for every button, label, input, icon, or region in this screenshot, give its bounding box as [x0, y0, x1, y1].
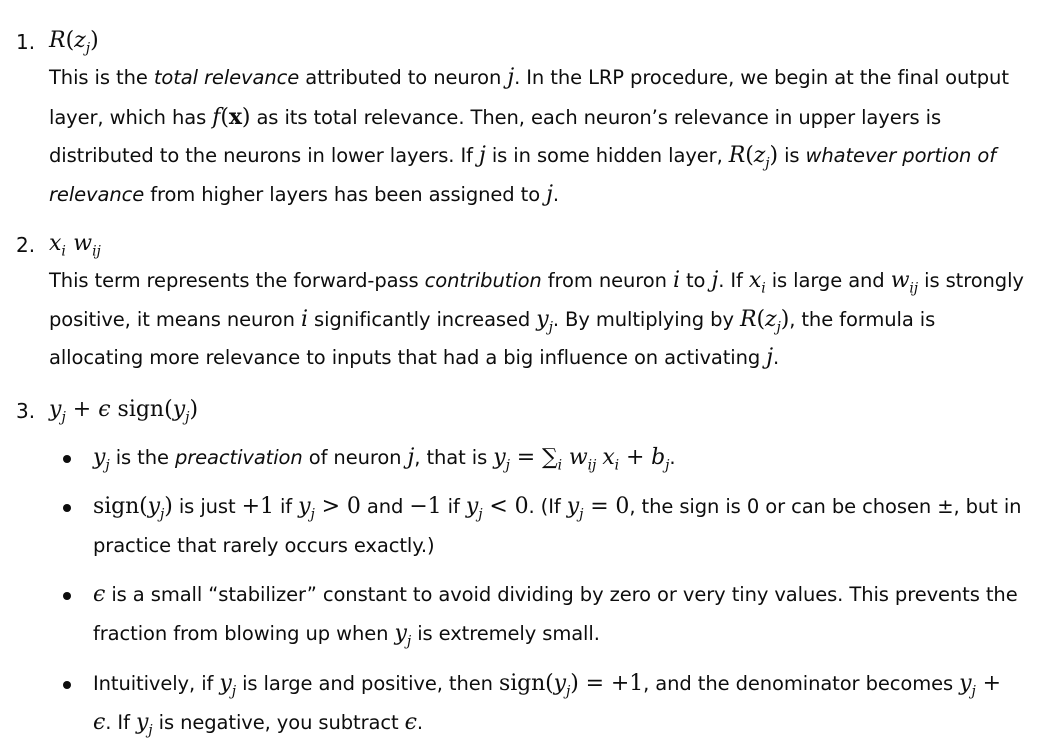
bullet-1-text: $y_j$ is the preactivation of neuron j, that is $y_j = \sum_i$ $w_{ij}$ $x_i + b_j$.	[93, 445, 676, 474]
bullet-marker	[63, 681, 71, 689]
bullet-marker	[63, 592, 71, 600]
bullet-2-text: $sign(y_j)$ is just +1 if $y_j > 0$ and −1 if $y_j < 0$. (If $y_j = 0$, the sign is 0 or can be chosen ±, but in practice that rarely occurs exactly.)	[93, 494, 1022, 557]
item-1-number: 1.	[16, 30, 36, 54]
item-3-number: 3.	[16, 399, 36, 423]
bullet-3-text: ϵ is a small “stabilizer” constant to avoid dividing by zero or very tiny values. This prevents the fraction from blowing up when $y_j$ is extremely small.	[93, 582, 1018, 649]
bullet-marker	[63, 504, 71, 512]
bullet-4-text: Intuitively, if $y_j$ is large and positive, then $sign(y_j) = +1$, and the denominator becomes $y_j + \epsilon$. If $y_j$ is negative, you subtract ϵ.	[93, 671, 1001, 738]
bullet-marker	[63, 455, 71, 463]
item-2-paragraph: This term represents the forward-pass contribution from neuron i to j. If $x_i$ is large and $w_{ij}$ is strongly positive, it means neuron i significantly increased $y_j$. By multiplying by $R(z_j)$, the formula is allocating more relevance to inputs that had a big influence on activating j.	[49, 268, 1024, 370]
item-2-heading: $x_i$ $w_{ij}$	[49, 231, 101, 260]
item-1-heading: $R(z_j)$	[49, 28, 99, 57]
item-1-paragraph: This is the total relevance attributed to neuron j. In the LRP procedure, we begin at the final output layer, which has f(x) as its total relevance. Then, each neuron’s relevance in upper layers is distributed to the neurons in lower layers. If j is in some hidden layer, $R(z_j)$ is whatever portion of relevance from higher layers has been assigned to j.	[49, 65, 1009, 207]
item-2-number: 2.	[16, 233, 36, 257]
item-3-heading: $y_j + \epsilon$ $sign(y_j)$	[49, 397, 199, 426]
